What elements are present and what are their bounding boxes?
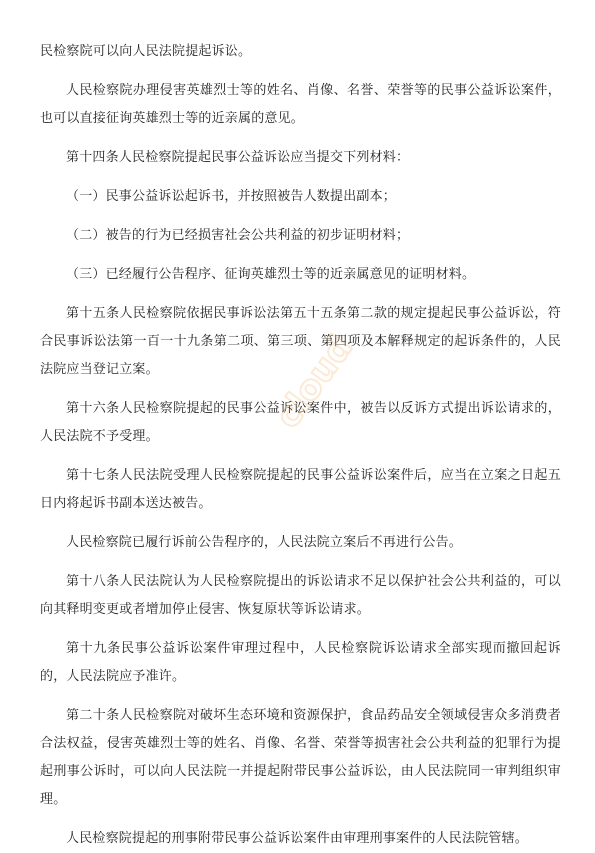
article-16: 第十六条人民检察院提起的民事公益诉讼案件中，被告以反诉方式提出诉讼请求的，人民法院不予受理。 bbox=[40, 401, 561, 444]
article-14-item-2: （二）被告的行为已经损害社会公共利益的初步证明材料； bbox=[66, 228, 410, 243]
article-14-item-1: （一）民事公益诉讼起诉书，并按照被告人数提出副本； bbox=[66, 189, 397, 204]
article-19: 第十九条民事公益诉讼案件审理过程中，人民检察院诉讼请求全部实现而撤回起诉的，人民法院应予准许。 bbox=[40, 641, 561, 684]
article-14-title: 第十四条人民检察院提起民事公益诉讼应当提交下列材料： bbox=[66, 150, 410, 165]
article-14-item-3: （三）已经履行公告程序、征询英雄烈士等的近亲属意见的证明材料。 bbox=[66, 267, 476, 282]
paragraph-2: 人民检察院办理侵害英雄烈士等的姓名、肖像、名誉、荣誉等的民事公益诉讼案件，也可以直接征询英雄烈士等的近亲属的意见。 bbox=[40, 83, 561, 126]
article-20-supplement: 人民检察院提起的刑事附带民事公益诉讼案件由审理刑事案件的人民法院管辖。 bbox=[66, 831, 529, 846]
article-18: 第十八条人民法院认为人民检察院提出的诉讼请求不足以保护社会公共利益的，可以向其释明变更或者增加停止侵害、恢复原状等诉讼请求。 bbox=[40, 574, 561, 617]
article-15: 第十五条人民检察院依据民事诉讼法第五十五条第二款的规定提起民事公益诉讼，符合民事诉讼法第一百一十九条第二项、第三项、第四项及本解释规定的起诉条件的，人民法院应当登记立案。 bbox=[40, 306, 561, 377]
article-17-supplement: 人民检察院已履行诉前公告程序的，人民法院立案后不再进行公告。 bbox=[66, 535, 463, 550]
paragraph-1: 民检察院可以向人民法院提起诉讼。 bbox=[40, 44, 252, 59]
article-17: 第十七条人民法院受理人民检察院提起的民事公益诉讼案件后，应当在立案之日起五日内将起诉书副本送达被告。 bbox=[40, 468, 561, 511]
watermark-letter-c: cloud bbox=[267, 328, 361, 436]
article-20: 第二十条人民检察院对破坏生态环境和资源保护，食品药品安全领域侵害众多消费者合法权益，侵害英雄烈士等的姓名、肖像、名誉、荣誉等损害社会公共利益的犯罪行为提起刑事公诉时，可以向人民法院一并提起附带民事公益诉讼，由人民法院同一审判组织审理。 bbox=[40, 708, 561, 807]
